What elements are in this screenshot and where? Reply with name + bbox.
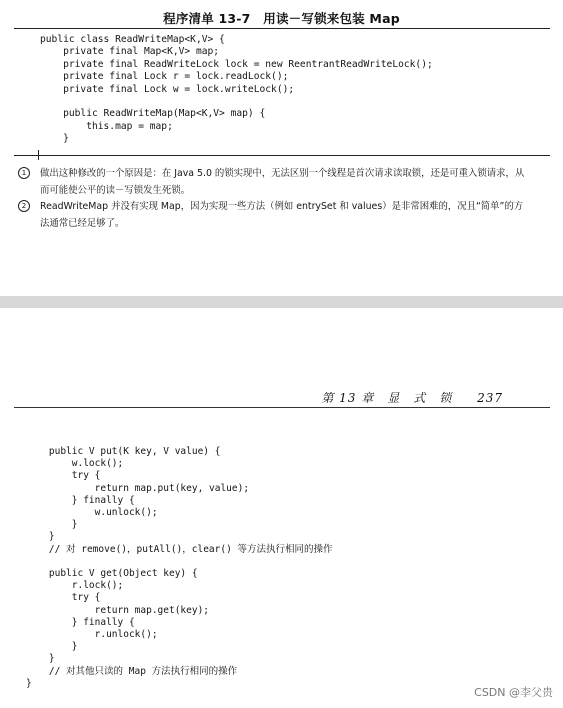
chapter-title: 第 13 章 显 式 锁 xyxy=(321,391,453,405)
running-head-rule xyxy=(14,407,550,408)
footnote-1 xyxy=(21,165,525,199)
footnote-2 xyxy=(21,198,525,232)
code-listing-top: public class ReadWriteMap<K,V> { private final Map<K,V> map; private final ReadWriteLock lock = new ReentrantReadWriteLock(); private final Lock r = lock.readLock(); private final Lock w = lock.writeLock(); public ReadWriteMap(Map<K,V> map) { this.map = map; } xyxy=(40,34,433,145)
footnote-2-mark: 2 xyxy=(18,200,30,212)
code-listing-bottom: public V put(K key, V value) { w.lock(); try { return map.put(key, value); } finally { w.unlock(); } } // 对 remove()，putAll()，clear() 等方法执行相同的操作 public V get(Object key) { r.lock(); try { return map.get(key); } finally { r.unlock(); } } // 对其他只读的 Map 方法执行相同的操作 } xyxy=(26,446,333,689)
page-number: 237 xyxy=(477,391,503,405)
listing-top-rule xyxy=(14,28,550,29)
footnote-1-mark: 1 xyxy=(18,167,30,179)
watermark: CSDN @李父贵 xyxy=(474,686,553,699)
footnote-1-text: 做出这种修改的一个原因是：在 Java 5.0 的锁实现中，无法区别一个线程是首次请求读取锁，还是可重入锁请求，从而可能使公平的读－写锁发生死锁。 xyxy=(40,168,525,196)
top-page xyxy=(0,0,563,296)
running-head xyxy=(321,389,503,406)
footnote-rule-tick xyxy=(38,150,39,160)
page-separator xyxy=(0,296,563,308)
listing-bottom-rule xyxy=(14,155,550,156)
footnote-2-text: ReadWriteMap 并没有实现 Map，因为实现一些方法（例如 entrySet 和 values）是非常困难的，况且“简单”的方法通常已经足够了。 xyxy=(40,201,524,229)
bottom-page xyxy=(0,308,563,708)
listing-title: 程序清单 13-7 用读－写锁来包装 Map xyxy=(163,11,400,26)
